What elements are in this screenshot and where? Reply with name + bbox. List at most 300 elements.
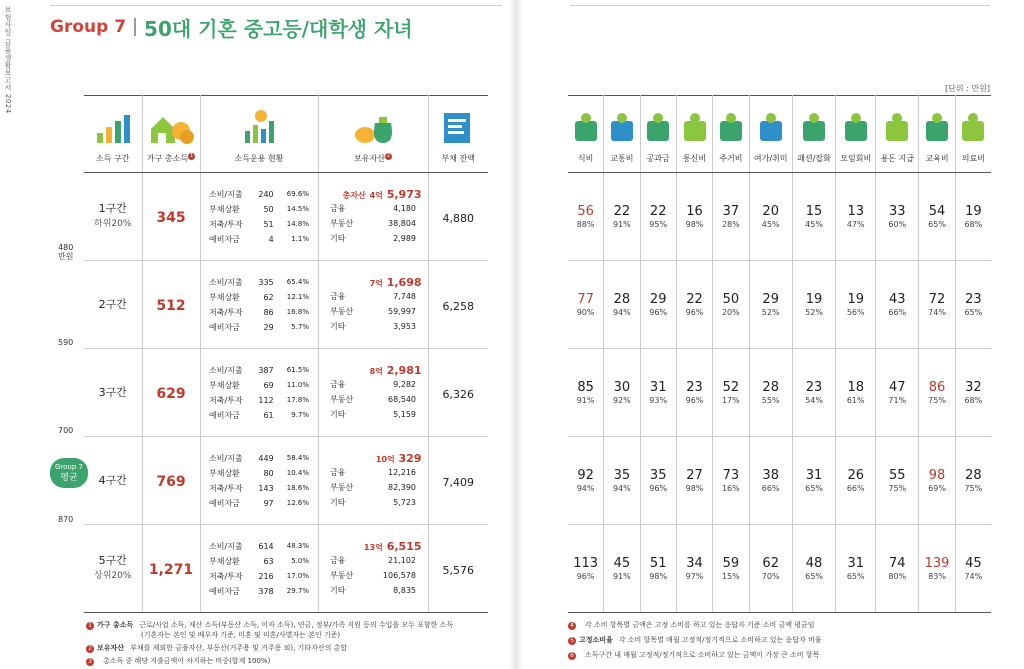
spend-rate: 91%	[576, 396, 595, 405]
asset-total: 총자산 4억 5,973	[342, 187, 422, 201]
unit-label: [단위 : 만원]	[945, 84, 990, 93]
spend-cell	[955, 437, 991, 525]
footnote-marker-2: 2	[386, 152, 391, 159]
usage-percent: 10.4%	[286, 469, 309, 477]
spend-cell	[713, 173, 749, 261]
spend-rate: 65%	[805, 572, 823, 581]
footnote	[568, 650, 988, 660]
asset-value: 82,390	[388, 482, 416, 492]
spend-cell	[604, 261, 640, 349]
spend-amount: 73	[722, 468, 740, 483]
usage-label: 저축/투자	[209, 219, 243, 229]
debt-document-icon	[438, 109, 478, 147]
usage-percent: 5.0%	[291, 557, 309, 565]
spend-cell	[676, 349, 712, 437]
usage-amount: 61	[263, 410, 274, 420]
spend-category: 교통비	[610, 153, 634, 163]
group-label: Group 7	[50, 17, 127, 37]
spend-rate: 96%	[576, 572, 595, 581]
debt-cell	[428, 525, 488, 613]
spend-cell	[604, 173, 640, 261]
asset-value: 9,282	[393, 379, 416, 389]
usage-amount: 4	[268, 234, 274, 244]
spend-rate: 47%	[846, 220, 865, 229]
leisure-icon	[757, 109, 785, 147]
asset-value: 21,102	[388, 555, 416, 565]
spend-amount: 139	[924, 556, 950, 571]
spend-amount: 19	[847, 292, 864, 307]
footnote-text: 부채를 제외한 금융자산, 부동산(거주용 및 거주용 외), 기타자산의 총합	[130, 644, 348, 652]
asset-total-eok: 4억	[369, 190, 383, 200]
usage-percent: 29.7%	[286, 587, 309, 595]
spend-category: 용돈 지급	[880, 153, 915, 163]
spend-amount: 51	[649, 556, 667, 571]
asset-cell	[318, 261, 428, 349]
footnote-label: 고정소비율	[579, 636, 613, 644]
spend-rate: 66%	[888, 308, 907, 317]
income-level-cell	[84, 437, 142, 525]
spend-amount: 30	[613, 380, 631, 395]
footnote-number: 1	[86, 622, 94, 630]
footnote-number: 3	[86, 658, 94, 666]
spend-amount: 31	[805, 468, 823, 483]
spend-category: 모임회비	[840, 153, 872, 163]
asset-label: 기타	[330, 233, 346, 243]
asset-value: 2,989	[393, 233, 416, 243]
footnote-number: 6	[568, 652, 576, 660]
spend-cell	[676, 525, 712, 613]
household-income-cell	[142, 349, 200, 437]
spend-amount: 37	[722, 204, 740, 219]
spend-rate: 54%	[805, 396, 823, 405]
spend-cell	[919, 525, 955, 613]
usage-amount: 63	[263, 556, 274, 566]
usage-amount: 97	[263, 498, 274, 508]
usage-label: 저축/투자	[209, 483, 243, 493]
spend-cell	[919, 261, 955, 349]
usage-percent: 65.4%	[286, 278, 309, 286]
header-meeting	[836, 96, 876, 173]
spend-amount: 52	[722, 380, 740, 395]
asset-label: 기타	[330, 585, 346, 595]
spend-rate: 97%	[685, 572, 704, 581]
usage-list	[207, 539, 311, 599]
income-row	[84, 525, 488, 613]
footnote-number: 2	[86, 645, 94, 653]
usage-label: 예비자금	[209, 586, 240, 596]
group-average-badge: Group 7 평균	[50, 458, 88, 488]
usage-label: 저축/투자	[209, 307, 243, 317]
income-level-cell	[84, 525, 142, 613]
household-income-cell	[142, 261, 200, 349]
asset-cell	[318, 349, 428, 437]
usage-percent: 58.4%	[286, 454, 309, 462]
spend-amount: 85	[577, 380, 594, 395]
spend-rate: 96%	[649, 308, 668, 317]
usage-cell	[200, 437, 318, 525]
footnote	[86, 620, 506, 640]
footnote-number: 5	[568, 637, 576, 645]
usage-cell	[200, 173, 318, 261]
spend-amount: 47	[889, 380, 906, 395]
footnote-text: 근로/사업 소득, 재산 소득(부동산 소득, 이자 소득), 연금, 정부/가족 지원 등의 수입을 모두 포함한 소득	[139, 621, 454, 629]
spending-row	[568, 261, 991, 349]
spend-rate: 52%	[761, 308, 780, 317]
asset-list	[328, 465, 418, 510]
spend-category: 여가/취미	[753, 153, 788, 163]
header-train	[604, 96, 640, 173]
footnote-marker-1: 1	[190, 152, 194, 159]
spend-cell	[676, 261, 712, 349]
income-level-cell	[84, 349, 142, 437]
asset-value: 3,953	[393, 321, 416, 331]
boundary-480: 480 만원	[58, 243, 74, 261]
spend-amount: 48	[805, 556, 823, 571]
household-income: 512	[156, 298, 186, 314]
spend-cell	[876, 261, 919, 349]
asset-label: 금융	[330, 555, 346, 565]
asset-total-label: 총자산	[342, 190, 366, 200]
fashion-icon	[800, 109, 828, 147]
usage-percent: 69.6%	[286, 190, 309, 198]
spend-rate: 88%	[576, 220, 595, 229]
footnote	[568, 620, 988, 630]
household-income-cell	[142, 173, 200, 261]
usage-label: 소비/지출	[209, 277, 243, 287]
spend-cell	[836, 173, 876, 261]
spend-rate: 45%	[761, 220, 780, 229]
spend-cell	[568, 349, 604, 437]
usage-percent: 12.6%	[286, 499, 309, 507]
header-phone	[676, 96, 712, 173]
usage-label: 부채상환	[209, 556, 240, 566]
usage-label: 소비/지출	[209, 189, 243, 199]
asset-list	[328, 201, 418, 246]
spend-amount: 45	[965, 556, 982, 571]
spend-rate: 71%	[888, 396, 907, 405]
household-income: 345	[156, 210, 186, 226]
spend-amount: 113	[573, 556, 599, 571]
usage-cell	[200, 525, 318, 613]
boundary-700: 700	[58, 426, 74, 435]
spend-cell	[836, 437, 876, 525]
spend-amount: 19	[805, 292, 823, 307]
usage-percent: 48.3%	[286, 542, 309, 550]
usage-label: 부채상환	[209, 204, 240, 214]
debt-balance: 4,880	[442, 212, 474, 225]
usage-amount: 62	[263, 292, 274, 302]
spend-cell	[876, 173, 919, 261]
header-wallet	[876, 96, 919, 173]
boundary-590: 590	[58, 338, 74, 347]
side-running-title: 보험사일 금융생활보고서 2024	[4, 6, 12, 114]
asset-value: 4,180	[393, 203, 416, 213]
spend-amount: 23	[686, 380, 703, 395]
spend-category: 식비	[577, 153, 594, 163]
debt-cell	[428, 261, 488, 349]
spend-cell	[604, 525, 640, 613]
spend-cell	[568, 261, 604, 349]
header-income-usage	[200, 96, 318, 173]
spend-cell	[876, 525, 919, 613]
footnote	[568, 635, 988, 645]
spend-amount: 13	[847, 204, 864, 219]
usage-amount: 335	[258, 277, 274, 287]
spend-cell	[792, 437, 835, 525]
spend-amount: 27	[686, 468, 703, 483]
spend-rate: 16%	[721, 484, 740, 493]
spend-rate: 98%	[649, 572, 668, 581]
spend-cell	[604, 437, 640, 525]
income-row	[84, 173, 488, 261]
debt-balance: 5,576	[442, 564, 474, 577]
spend-cell	[749, 173, 792, 261]
household-income: 1,271	[148, 562, 194, 578]
usage-amount: 112	[258, 395, 274, 405]
home-icon	[717, 109, 745, 147]
spend-amount: 19	[965, 204, 982, 219]
spend-cell	[713, 525, 749, 613]
spend-rate: 75%	[964, 484, 983, 493]
asset-value: 38,804	[388, 218, 416, 228]
income-row	[84, 261, 488, 349]
header-label: 소득운용 현황	[234, 153, 284, 163]
asset-value: 106,578	[382, 570, 416, 580]
medical-icon	[959, 109, 987, 147]
asset-value: 5,159	[393, 409, 416, 419]
spend-rate: 98%	[685, 484, 704, 493]
spend-rate: 55%	[761, 396, 780, 405]
spend-amount: 22	[613, 204, 631, 219]
spend-amount: 56	[577, 204, 594, 219]
asset-total-eok: 10억	[375, 454, 395, 464]
spend-category: 주거비	[719, 153, 743, 163]
spend-amount: 35	[649, 468, 667, 483]
spend-amount: 29	[649, 292, 667, 307]
spend-amount: 16	[686, 204, 703, 219]
spend-rate: 90%	[576, 308, 595, 317]
asset-label: 금융	[330, 291, 346, 301]
usage-amount: 50	[263, 204, 274, 214]
usage-cell	[200, 261, 318, 349]
spend-amount: 86	[928, 380, 946, 395]
spend-amount: 74	[889, 556, 906, 571]
asset-list	[328, 289, 418, 334]
spend-rate: 65%	[805, 484, 823, 493]
spending-table	[568, 95, 991, 613]
spend-rate: 91%	[612, 572, 631, 581]
spend-rate: 65%	[928, 220, 946, 229]
spend-rate: 28%	[721, 220, 740, 229]
spend-amount: 59	[722, 556, 740, 571]
header-leisure	[749, 96, 792, 173]
income-row	[84, 349, 488, 437]
spend-rate: 93%	[649, 396, 668, 405]
asset-total: 13억 6,515	[363, 539, 422, 553]
spend-rate: 52%	[805, 308, 823, 317]
income-row	[84, 437, 488, 525]
spend-amount: 31	[649, 380, 667, 395]
train-icon	[608, 109, 636, 147]
usage-amount: 378	[258, 586, 274, 596]
debt-cell	[428, 437, 488, 525]
usage-list	[207, 275, 311, 335]
spend-cell	[640, 525, 676, 613]
header-income-level	[84, 96, 142, 173]
spend-cell	[919, 349, 955, 437]
usage-percent: 14.8%	[286, 220, 309, 228]
spend-rate: 96%	[649, 484, 668, 493]
asset-total-eok: 7억	[369, 278, 383, 288]
debt-balance: 6,258	[442, 300, 474, 313]
spend-rate: 92%	[612, 396, 631, 405]
footnote-label: 가구 총소득	[97, 621, 134, 629]
spend-cell	[836, 525, 876, 613]
asset-cell	[318, 525, 428, 613]
usage-amount: 240	[258, 189, 274, 199]
footnotes-left	[86, 620, 506, 669]
spend-rate: 66%	[846, 484, 865, 493]
spend-cell	[919, 173, 955, 261]
usage-percent: 18.6%	[286, 484, 309, 492]
spend-cell	[792, 525, 835, 613]
spend-amount: 23	[965, 292, 982, 307]
house-coins-icon	[147, 109, 195, 147]
spend-rate: 68%	[964, 220, 983, 229]
household-income-cell	[142, 525, 200, 613]
spend-rate: 94%	[612, 308, 631, 317]
top-rule-left	[50, 5, 502, 6]
spend-amount: 32	[965, 380, 982, 395]
footnote-text: 총소득 중 해당 지출금액이 차지하는 비중(합계 100%)	[103, 657, 271, 665]
spend-rate: 56%	[846, 308, 865, 317]
spend-cell	[749, 349, 792, 437]
income-level: 5구간	[98, 554, 127, 567]
spend-amount: 15	[805, 204, 823, 219]
asset-total: 7억 1,698	[369, 275, 422, 289]
usage-label: 부채상환	[209, 292, 240, 302]
header-bill	[640, 96, 676, 173]
footnote-text: 소득구간 내 매월 고정적/정기적으로 소비하고 있는 금액이 가장 큰 소비 항목	[585, 651, 820, 659]
income-level: 1구간	[98, 202, 127, 215]
debt-balance: 7,409	[442, 476, 474, 489]
header-home	[713, 96, 749, 173]
spend-rate: 60%	[888, 220, 907, 229]
spend-rate: 65%	[964, 308, 983, 317]
spend-cell	[836, 261, 876, 349]
header-cart	[568, 96, 604, 173]
spend-cell	[568, 437, 604, 525]
spend-rate: 74%	[964, 572, 983, 581]
asset-total: 8억 2,981	[369, 363, 422, 377]
usage-label: 소비/지출	[209, 453, 243, 463]
spending-row	[568, 349, 991, 437]
header-separator	[134, 18, 136, 36]
spend-rate: 74%	[928, 308, 946, 317]
spend-cell	[568, 525, 604, 613]
spend-rate: 98%	[685, 220, 704, 229]
spend-rate: 83%	[928, 572, 946, 581]
bar-growth-icon	[93, 109, 133, 147]
spend-rate: 95%	[649, 220, 668, 229]
spend-amount: 28	[613, 292, 631, 307]
spend-rate: 94%	[612, 484, 631, 493]
spend-rate: 94%	[576, 484, 595, 493]
spend-cell	[955, 525, 991, 613]
spend-amount: 50	[722, 292, 740, 307]
spend-category: 공과금	[646, 153, 670, 163]
asset-label: 부동산	[330, 394, 354, 404]
usage-percent: 11.0%	[286, 381, 309, 389]
spending-row	[568, 173, 991, 261]
spend-amount: 77	[577, 292, 594, 307]
usage-amount: 80	[263, 468, 274, 478]
usage-percent: 9.7%	[291, 411, 309, 419]
asset-label: 금융	[330, 467, 346, 477]
usage-percent: 61.5%	[286, 366, 309, 374]
spend-category: 의료비	[961, 153, 985, 163]
asset-label: 부동산	[330, 218, 354, 228]
header-fashion	[792, 96, 835, 173]
usage-percent: 17.8%	[286, 396, 309, 404]
usage-amount: 614	[258, 541, 274, 551]
spend-rate: 91%	[612, 220, 631, 229]
spending-row	[568, 525, 991, 613]
spend-amount: 29	[762, 292, 779, 307]
income-level-sub: 상위20%	[94, 571, 132, 581]
spend-rate: 20%	[721, 308, 740, 317]
spend-cell	[792, 261, 835, 349]
spend-cell	[713, 349, 749, 437]
spend-rate: 75%	[888, 484, 907, 493]
asset-value: 12,216	[388, 467, 416, 477]
spend-amount: 23	[805, 380, 823, 395]
household-income: 769	[156, 474, 186, 490]
footnotes-right	[568, 620, 988, 665]
spend-rate: 80%	[888, 572, 907, 581]
spend-cell	[955, 261, 991, 349]
phone-icon	[681, 109, 709, 147]
asset-label: 부동산	[330, 482, 354, 492]
spend-amount: 92	[577, 468, 594, 483]
income-level-cell	[84, 261, 142, 349]
usage-amount: 29	[263, 322, 274, 332]
asset-value: 68,540	[388, 394, 416, 404]
usage-label: 소비/지출	[209, 541, 243, 551]
usage-amount: 69	[263, 380, 274, 390]
usage-amount: 216	[258, 571, 274, 581]
asset-value: 59,997	[388, 306, 416, 316]
header-debt	[428, 96, 488, 173]
top-rule-right	[570, 5, 990, 6]
education-icon	[923, 109, 951, 147]
spend-cell	[568, 173, 604, 261]
footnote-text-2: (기혼자는 본인 및 배우자 기준, 미혼 및 미혼/사별자는 본인 기준)	[141, 631, 341, 639]
spend-rate: 15%	[721, 572, 740, 581]
asset-total-eok: 8억	[369, 366, 383, 376]
header-label: 소득 구간	[96, 153, 130, 163]
usage-label: 부채상환	[209, 468, 240, 478]
asset-label: 기타	[330, 321, 346, 331]
spend-amount: 43	[889, 292, 906, 307]
spend-amount: 54	[928, 204, 946, 219]
spending-row	[568, 437, 991, 525]
cart-icon	[572, 109, 600, 147]
spend-rate: 65%	[846, 572, 865, 581]
debt-cell	[428, 173, 488, 261]
income-level-sub: 하위20%	[94, 219, 132, 229]
spend-amount: 35	[613, 468, 631, 483]
